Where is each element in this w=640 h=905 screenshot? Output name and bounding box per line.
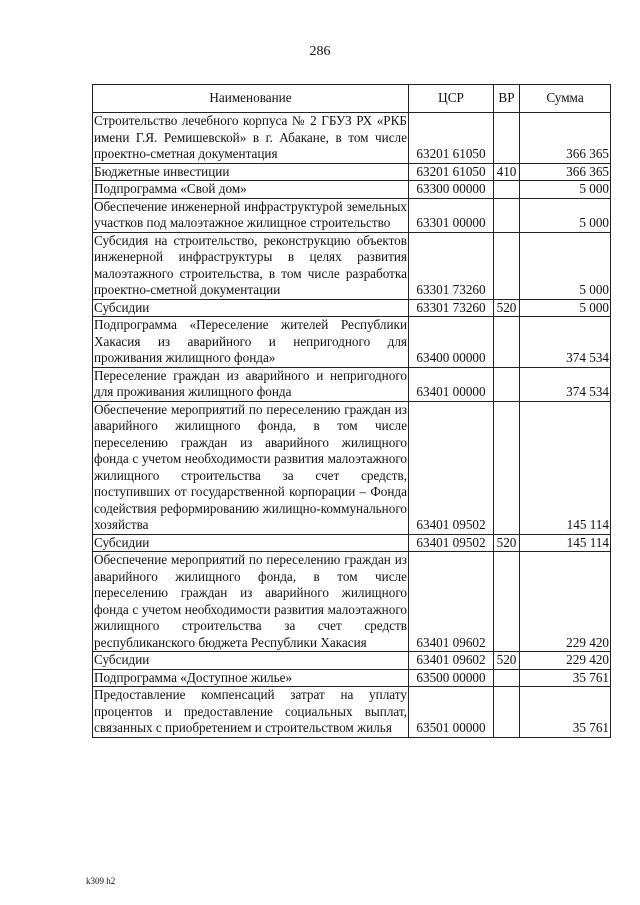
row-name: Подпрограмма «Доступное жилье» (93, 669, 409, 687)
row-sum: 145 114 (520, 534, 611, 552)
row-csr: 63301 73260 (409, 232, 494, 299)
table-row (93, 113, 611, 164)
row-name: Бюджетные инвестиции (93, 163, 409, 181)
row-vr (494, 232, 520, 299)
row-csr: 63301 00000 (409, 198, 494, 232)
row-sum: 5 000 (520, 299, 611, 317)
row-vr (494, 317, 520, 368)
row-name: Подпрограмма «Переселение жителей Республики Хакасия из аварийного и непригодного для проживания жилищного фонда» (94, 317, 407, 365)
row-vr: 520 (494, 652, 520, 670)
header-sum: Сумма (520, 85, 611, 113)
row-vr (494, 669, 520, 687)
row-sum: 5 000 (520, 181, 611, 199)
row-csr: 63400 00000 (409, 317, 494, 368)
row-sum: 229 420 (520, 552, 611, 652)
row-sum: 5 000 (520, 232, 611, 299)
row-csr: 63401 09602 (409, 552, 494, 652)
header-csr: ЦСР (409, 85, 494, 113)
row-sum: 145 114 (520, 401, 611, 534)
page-number: 286 (309, 44, 331, 59)
row-sum: 229 420 (520, 652, 611, 670)
table-header-row (93, 85, 611, 113)
row-sum: 366 365 (520, 163, 611, 181)
row-vr (494, 687, 520, 738)
row-sum: 35 761 (520, 669, 611, 687)
table-row (93, 652, 611, 670)
row-name: Обеспечение мероприятий по переселению граждан из аварийного жилищного фонда, в том числе переселению граждан из аварийного жилищного фонда с учетом необходимости развития малоэтажного жилищного строительства за счет средств, поступивших от государственной корпорации – Фонда содействия реформированию жилищно-коммунального хозяйства (94, 401, 407, 532)
row-sum: 5 000 (520, 198, 611, 232)
table-row (93, 534, 611, 552)
row-sum: 35 761 (520, 687, 611, 738)
row-vr (494, 552, 520, 652)
row-csr: 63301 73260 (409, 299, 494, 317)
row-sum: 374 534 (520, 317, 611, 368)
row-csr: 63201 61050 (409, 113, 494, 164)
row-csr: 63401 09602 (409, 652, 494, 670)
table-row (93, 401, 611, 534)
row-vr: 520 (494, 534, 520, 552)
row-csr: 63500 00000 (409, 669, 494, 687)
row-vr (494, 113, 520, 164)
row-vr: 520 (494, 299, 520, 317)
table-row (93, 299, 611, 317)
row-name: Подпрограмма «Свой дом» (93, 181, 409, 199)
row-name: Обеспечение инженерной инфраструктурой земельных участков под малоэтажное жилищное строительство (94, 198, 407, 230)
row-vr (494, 367, 520, 401)
footer-code: k309 h2 (86, 876, 116, 886)
header-name: Наименование (93, 85, 409, 113)
row-vr (494, 198, 520, 232)
row-name: Обеспечение мероприятий по переселению граждан из аварийного жилищного фонда, в том числе переселению граждан из аварийного жилищного фонда с учетом необходимости развития малоэтажного жилищного строительства за счет средств республиканского бюджета Республики Хакасия (94, 552, 407, 650)
table-row (93, 367, 611, 401)
row-vr (494, 401, 520, 534)
row-sum: 366 365 (520, 113, 611, 164)
row-name: Субсидии (93, 534, 409, 552)
table-row (93, 669, 611, 687)
budget-table (92, 84, 611, 738)
row-csr: 63501 00000 (409, 687, 494, 738)
table-row (93, 198, 611, 232)
row-csr: 63401 09502 (409, 401, 494, 534)
table-row (93, 687, 611, 738)
row-csr: 63401 00000 (409, 367, 494, 401)
table-row (93, 163, 611, 181)
row-vr: 410 (494, 163, 520, 181)
row-name: Строительство лечебного корпуса № 2 ГБУЗ РХ «РКБ имени Г.Я. Ремишевской» в г. Абакане, в том числе проектно-сметная документация (94, 113, 407, 161)
row-name: Субсидии (93, 652, 409, 670)
row-csr: 63300 00000 (409, 181, 494, 199)
table-row (93, 317, 611, 368)
row-name: Переселение граждан из аварийного и непригодного для проживания жилищного фонда (94, 367, 407, 399)
row-vr (494, 181, 520, 199)
row-csr: 63201 61050 (409, 163, 494, 181)
table-row (93, 181, 611, 199)
row-name: Субсидия на строительство, реконструкцию объектов инженерной инфраструктуры в целях развития малоэтажного строительства, в том числе разработка проектно-сметной документации (94, 232, 407, 297)
table-row (93, 232, 611, 299)
row-name: Предоставление компенсаций затрат на уплату процентов и предоставление социальных выплат, связанных с приобретением и строительством жилья (94, 687, 407, 735)
row-csr: 63401 09502 (409, 534, 494, 552)
header-vr: ВР (494, 85, 520, 113)
row-name: Субсидии (93, 299, 409, 317)
row-sum: 374 534 (520, 367, 611, 401)
table-row (93, 552, 611, 652)
